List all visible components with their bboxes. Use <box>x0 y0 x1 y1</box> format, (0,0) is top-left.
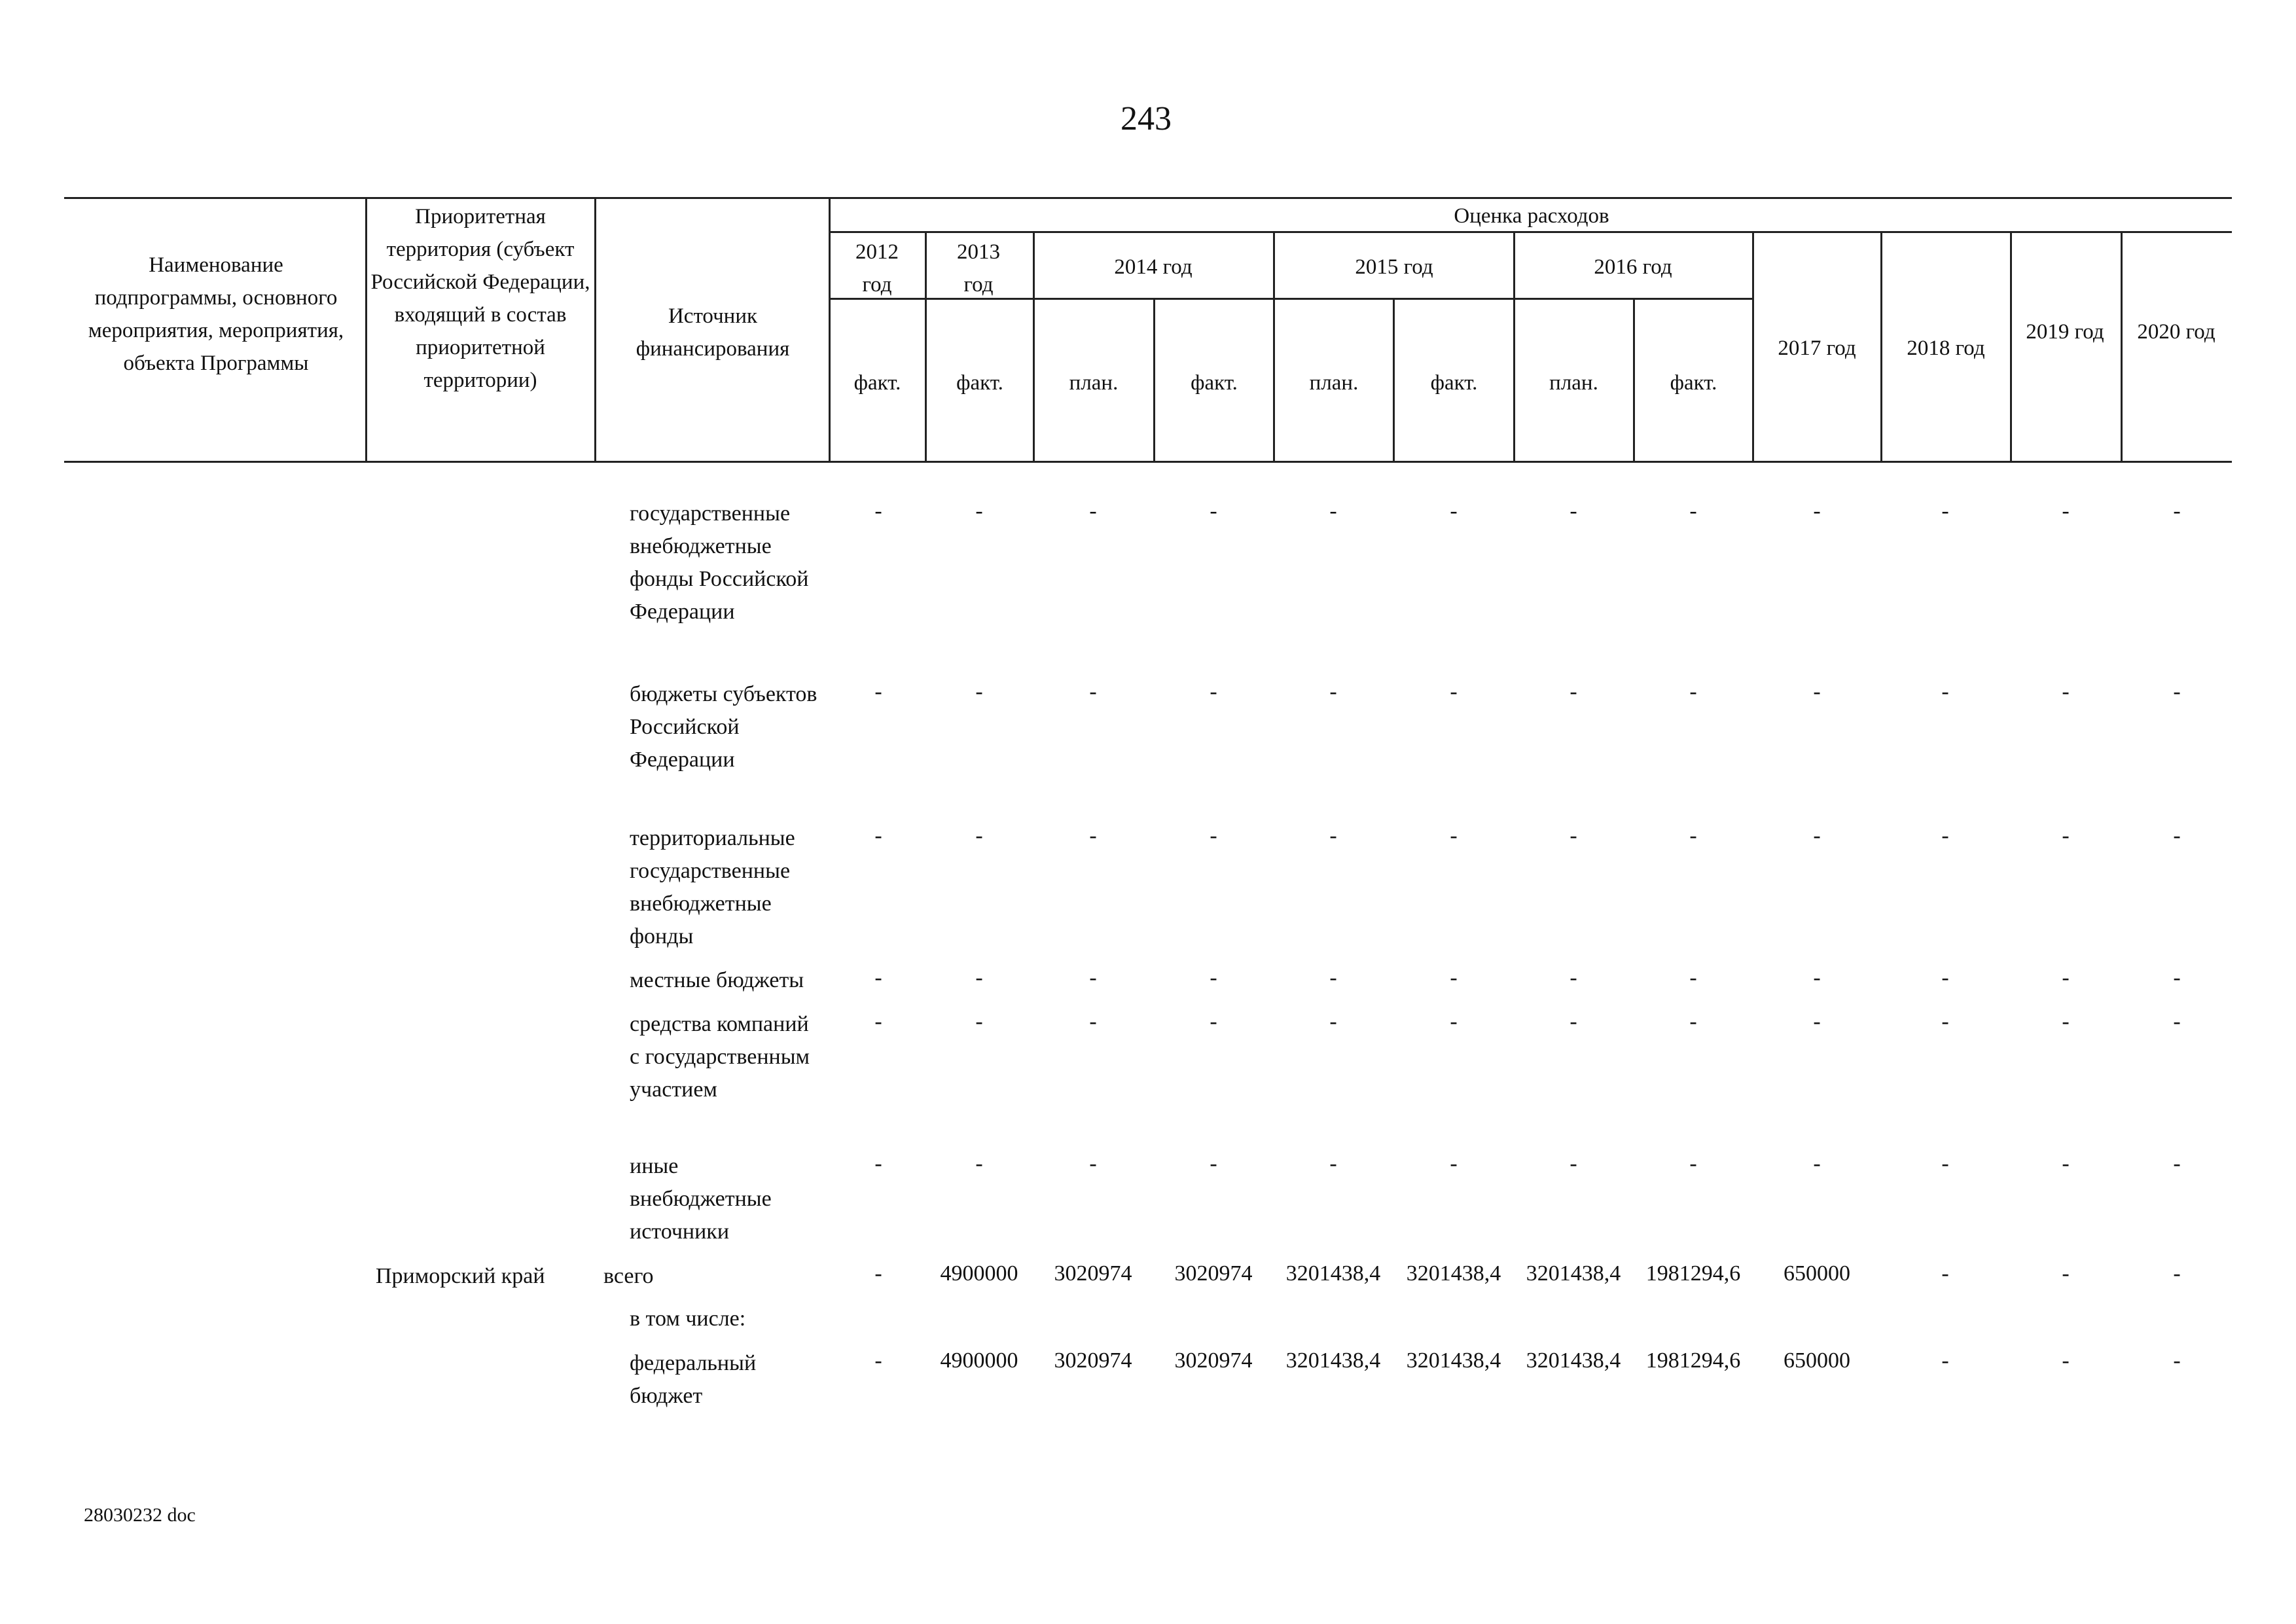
row-value-cell: - <box>2173 1151 2181 1176</box>
row-value-cell: - <box>2062 1261 2070 1286</box>
row-value-cell: - <box>1329 1151 1337 1176</box>
row-value-cell: - <box>1329 1009 1337 1034</box>
row-value-cell: - <box>975 499 983 523</box>
row-value-cell: - <box>1089 1009 1097 1034</box>
row-value-cell: - <box>1089 499 1097 523</box>
row-value-cell: - <box>1210 679 1217 704</box>
row-source: федеральный бюджет <box>630 1351 757 1408</box>
col-sep <box>829 197 831 462</box>
row-value-cell: - <box>2173 679 2181 704</box>
row-value-cell: - <box>2062 499 2070 523</box>
row-value-cell: - <box>1813 1151 1821 1176</box>
row-value-cell: 1981294,6 <box>1645 1261 1741 1286</box>
header-source-col: Источник финансирования <box>636 304 790 361</box>
row-value-cell: - <box>1570 1151 1577 1176</box>
row-value-cell: - <box>1329 679 1337 704</box>
row-source: всего <box>603 1264 654 1288</box>
row-value-cell: - <box>1089 823 1097 848</box>
row-value-cell: - <box>1210 965 1217 990</box>
row-source: иные внебюджетные источники <box>630 1154 772 1244</box>
row-value-cell: - <box>975 965 983 990</box>
header-name-col: Наименование подпрограммы, основного мероприятия, мероприятия, объекта Программы <box>88 253 344 375</box>
row-value-cell: - <box>1450 1151 1458 1176</box>
header-sub: факт. <box>853 371 901 395</box>
row-value-cell: - <box>1329 823 1337 848</box>
header-sub: план. <box>1309 371 1359 395</box>
row-value-cell: - <box>1813 965 1821 990</box>
row-value-cell: - <box>1689 1009 1697 1034</box>
row-source: в том числе: <box>630 1307 746 1331</box>
row-value-cell: - <box>1941 1151 1949 1176</box>
row-value-cell: - <box>1813 823 1821 848</box>
row-value-cell: - <box>874 679 882 704</box>
row-value-cell: 3201438,4 <box>1406 1348 1501 1373</box>
row-value-cell: 3020974 <box>1054 1261 1132 1286</box>
row-value-cell: - <box>1941 499 1949 523</box>
row-value-cell: - <box>2173 823 2181 848</box>
row-value-cell: - <box>1450 965 1458 990</box>
row-value-cell: - <box>1210 499 1217 523</box>
header-sub: факт. <box>956 371 1003 395</box>
footer-doc-id: 28030232 doc <box>84 1504 196 1526</box>
row-value-cell: - <box>2062 1348 2070 1373</box>
row-value-cell: - <box>1941 679 1949 704</box>
page-number: 243 <box>1121 100 1172 137</box>
header-year: 2019 год <box>2026 320 2104 344</box>
row-value-cell: - <box>1689 499 1697 523</box>
header-year: 2013 год <box>957 240 1000 297</box>
row-value-cell: 3201438,4 <box>1406 1261 1501 1286</box>
row-value-cell: - <box>2173 499 2181 523</box>
row-value-cell: - <box>1689 823 1697 848</box>
row-value-cell: 4900000 <box>940 1261 1018 1286</box>
row-value-cell: - <box>1210 1009 1217 1034</box>
row-source: государственные внебюджетные фонды Российской Федерации <box>630 501 809 624</box>
row-value-cell: - <box>874 499 882 523</box>
row-value-cell: - <box>975 679 983 704</box>
row-value-cell: - <box>1941 1348 1949 1373</box>
header-top-rule <box>64 197 2232 199</box>
row-value-cell: - <box>2062 679 2070 704</box>
header-year: 2016 год <box>1594 255 1672 279</box>
row-value-cell: - <box>1689 679 1697 704</box>
row-value-cell: - <box>874 965 882 990</box>
header-territory-col: Приоритетная территория (субъект Российской Федерации, входящий в состав приоритетной территории) <box>370 205 590 392</box>
header-sub: факт. <box>1670 371 1717 395</box>
row-value-cell: 4900000 <box>940 1348 1018 1373</box>
row-value-cell: 3201438,4 <box>1285 1348 1381 1373</box>
row-value-cell: - <box>2173 1348 2181 1373</box>
row-value-cell: - <box>1089 965 1097 990</box>
row-value-cell: - <box>2062 965 2070 990</box>
row-value-cell: - <box>1450 679 1458 704</box>
row-territory: Приморский край <box>376 1264 545 1288</box>
row-value-cell: 3020974 <box>1174 1348 1253 1373</box>
row-value-cell: - <box>1941 1009 1949 1034</box>
col-sep <box>2121 231 2123 462</box>
row-value-cell: - <box>1689 1151 1697 1176</box>
row-value-cell: - <box>1570 823 1577 848</box>
row-value-cell: - <box>1813 679 1821 704</box>
row-value-cell: 3020974 <box>1054 1348 1132 1373</box>
row-value-cell: - <box>1570 679 1577 704</box>
row-value-cell: - <box>1941 823 1949 848</box>
row-value-cell: - <box>874 1151 882 1176</box>
row-value-cell: - <box>1941 1261 1949 1286</box>
row-value-cell: 3020974 <box>1174 1261 1253 1286</box>
row-value-cell: - <box>1210 1151 1217 1176</box>
col-sep <box>925 231 927 462</box>
header-sub: факт. <box>1430 371 1478 395</box>
header-sub: план. <box>1069 371 1119 395</box>
row-value-cell: - <box>1570 1009 1577 1034</box>
row-value-cell: - <box>1210 823 1217 848</box>
row-value-cell: - <box>2062 1151 2070 1176</box>
col-sep <box>365 197 367 462</box>
row-value-cell: - <box>1570 965 1577 990</box>
row-value-cell: - <box>2173 965 2181 990</box>
header-year: 2018 год <box>1907 336 1985 360</box>
header-sub: факт. <box>1191 371 1238 395</box>
row-value-cell: - <box>874 823 882 848</box>
row-value-cell: - <box>874 1348 882 1373</box>
row-value-cell: 3201438,4 <box>1285 1261 1381 1286</box>
header-expense-group: Оценка расходов <box>1454 204 1609 228</box>
row-source: территориальные государственные внебюджетные фонды <box>630 826 795 948</box>
header-bottom-rule <box>64 461 2232 463</box>
row-value-cell: - <box>2062 823 2070 848</box>
col-sep <box>2010 231 2012 462</box>
row-value-cell: - <box>1570 499 1577 523</box>
header-year: 2015 год <box>1355 255 1433 279</box>
row-value-cell: - <box>975 1009 983 1034</box>
row-value-cell: - <box>874 1009 882 1034</box>
row-value-cell: 650000 <box>1784 1261 1850 1286</box>
row-value-cell: - <box>1089 1151 1097 1176</box>
row-value-cell: 650000 <box>1784 1348 1850 1373</box>
row-source: средства компаний с государственным участием <box>630 1012 810 1102</box>
row-value-cell: 3201438,4 <box>1526 1348 1621 1373</box>
header-year: 2017 год <box>1778 336 1856 360</box>
row-value-cell: - <box>1089 679 1097 704</box>
row-value-cell: - <box>1329 965 1337 990</box>
row-value-cell: - <box>1450 1009 1458 1034</box>
row-value-cell: - <box>2173 1261 2181 1286</box>
row-value-cell: - <box>1689 965 1697 990</box>
row-source: местные бюджеты <box>630 968 804 992</box>
header-sub: план. <box>1549 371 1598 395</box>
row-value-cell: 1981294,6 <box>1645 1348 1741 1373</box>
row-source: бюджеты субъектов Российской Федерации <box>630 682 817 772</box>
row-value-cell: - <box>874 1261 882 1286</box>
row-value-cell: - <box>1450 499 1458 523</box>
header-year: 2012 год <box>855 240 899 297</box>
row-value-cell: - <box>975 823 983 848</box>
row-value-cell: - <box>1813 1009 1821 1034</box>
row-value-cell: - <box>975 1151 983 1176</box>
row-value-cell: - <box>1941 965 1949 990</box>
header-year: 2020 год <box>2137 320 2215 344</box>
row-value-cell: - <box>1450 823 1458 848</box>
row-value-cell: - <box>2173 1009 2181 1034</box>
row-value-cell: - <box>2062 1009 2070 1034</box>
row-value-cell: 3201438,4 <box>1526 1261 1621 1286</box>
header-year: 2014 год <box>1114 255 1193 279</box>
col-sep <box>594 197 596 462</box>
row-value-cell: - <box>1329 499 1337 523</box>
row-value-cell: - <box>1813 499 1821 523</box>
